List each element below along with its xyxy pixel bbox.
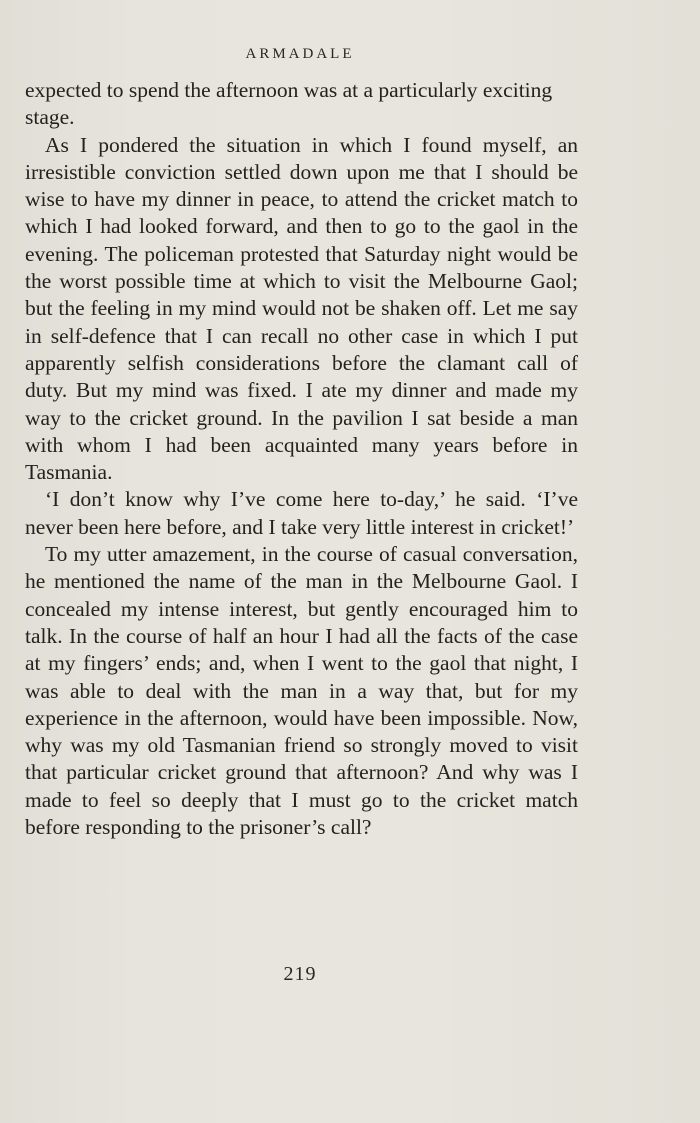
paragraph: As I pondered the situation in which I found myself, an irresistible conviction settled down upon me that I should be wise to have my dinner in peace, to attend the cricket match to which I had looked forward, and then to go to the gaol in the evening. The policeman protested that Saturday night would be the worst possible time at which to visit the Melbourne Gaol; but the feeling in my mind would not be shaken off. Let me say in self-defence that I can recall no other case in which I put apparently selfish considerations before the clamant call of duty. But my mind was fixed. I ate my dinner and made my way to the cricket ground. In the pavilion I sat beside a man with whom I had been acquainted many years before in Tasmania. [25,132,578,485]
running-head: ARMADALE [245,46,355,62]
paragraph: expected to spend the afternoon was at a particularly exciting stage. [25,78,553,130]
body-text [25,77,578,841]
page-number: 219 [283,963,317,985]
paragraph: ‘I don’t know why I’ve come here to-day,’ he said. ‘I’ve never been here before, and I take very little interest in cricket!’ [25,487,578,539]
paragraph: To my utter amazement, in the course of casual conversation, he mentioned the name of the man in the Melbourne Gaol. I concealed my intense interest, but gently encouraged him to talk. In the course of half an hour I had all the facts of the case at my fingers’ ends; and, when I went to the gaol that night, I was able to deal with the man in a way that, but for my experience in the afternoon, would have been impossible. Now, why was my old Tasmanian friend so strongly moved to visit that particular cricket ground that afternoon? And why was I made to feel so deeply that I must go to the cricket match before responding to the prisoner’s call? [25,542,578,840]
